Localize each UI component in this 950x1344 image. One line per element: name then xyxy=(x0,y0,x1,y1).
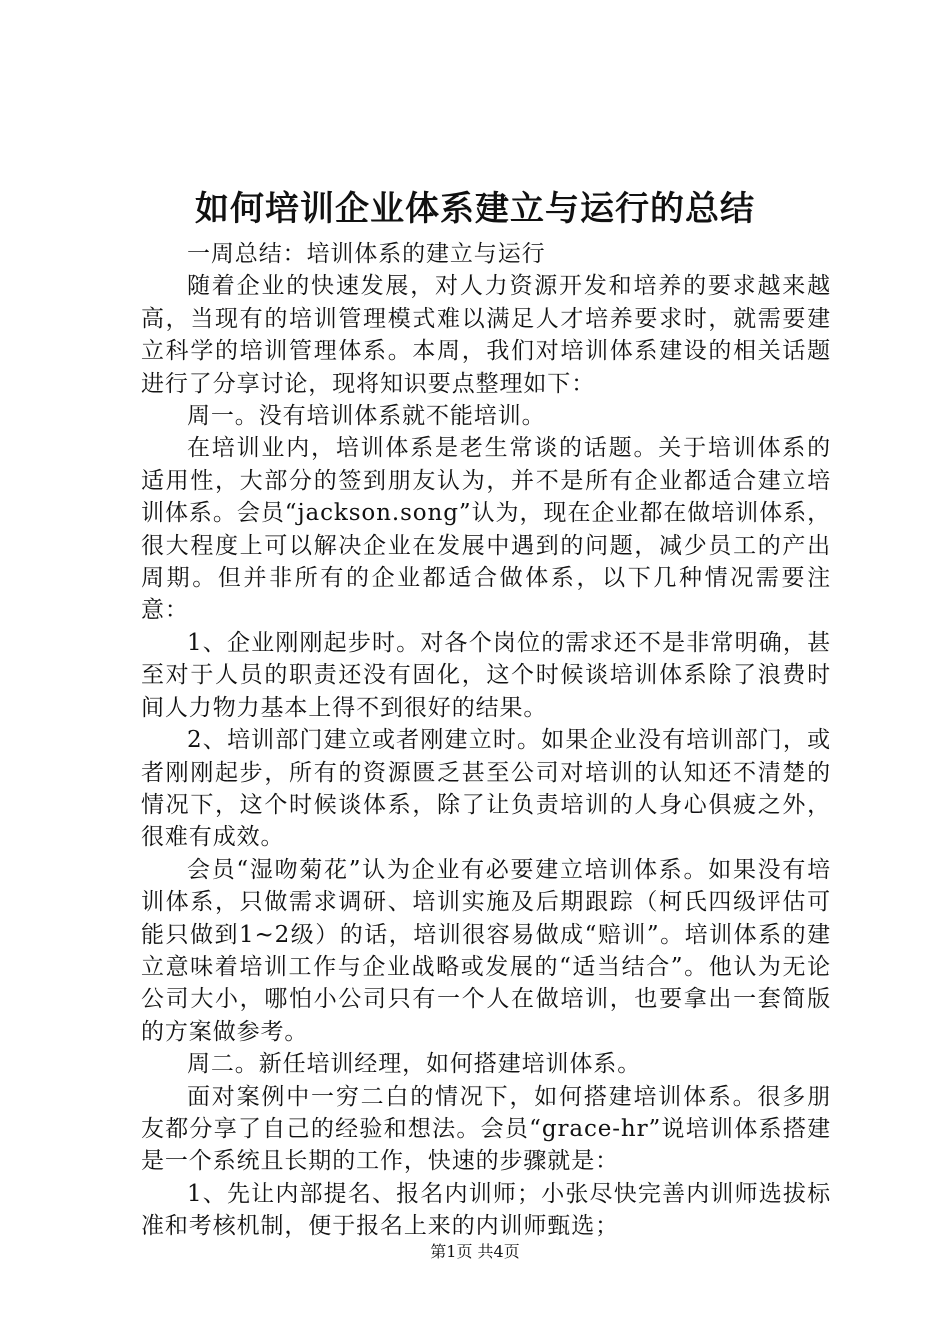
paragraph-monday-heading: 周一。没有培训体系就不能培训。 xyxy=(187,403,546,430)
document-body xyxy=(141,238,831,1243)
paragraph-monday-discussion: 在培训业内，培训体系是老生常谈的话题。关于培训体系的适用性，大部分的签到朋友认为，并不是所有企业都适合建立培训体系。会员“jackson.song”认为，现在企业都在做培训体系，很大程度上可以解决企业在发展中遇到的问题，减少员工的产出周期。但并非所有的企业都适合做体系，以下几种情况需要注意： xyxy=(141,435,831,624)
paragraph-point-2: 2、培训部门建立或者刚建立时。如果企业没有培训部门，或者刚刚起步，所有的资源匮乏甚至公司对培训的认知还不清楚的情况下，这个时候谈体系，除了让负责培训的人身心俱疲之外，很难有成效。 xyxy=(141,727,831,851)
paragraph-tuesday-heading: 周二。新任培训经理，如何搭建培训体系。 xyxy=(187,1051,642,1078)
paragraph-tuesday-discussion: 面对案例中一穷二白的情况下，如何搭建培训体系。很多朋友都分享了自己的经验和想法。会员“grace-hr”说培训体系搭建是一个系统且长期的工作，快速的步骤就是： xyxy=(141,1083,831,1175)
document-title: 如何培训企业体系建立与运行的总结 xyxy=(195,189,755,229)
paragraph-step-1: 1、先让内部提名、报名内训师；小张尽快完善内训师选拔标准和考核机制，便于报名上来的内训师甄选； xyxy=(141,1180,831,1240)
paragraph-summary-heading: 一周总结：培训体系的建立与运行 xyxy=(187,241,546,267)
page-number: 第1页 共4页 xyxy=(430,1242,520,1261)
paragraph-intro: 随着企业的快速发展，对人力资源开发和培养的要求越来越高，当现有的培训管理模式难以满足人才培养要求时，就需要建立科学的培训管理体系。本周，我们对培训体系建设的相关话题进行了分享讨论，现将知识要点整理如下： xyxy=(141,273,831,397)
paragraph-member-opinion: 会员“湿吻菊花”认为企业有必要建立培训体系。如果没有培训体系，只做需求调研、培训实施及后期跟踪（柯氏四级评估可能只做到1~2级）的话，培训很容易做成“赔训”。培训体系的建立意味着培训工作与企业战略或发展的“适当结合”。他认为无论公司大小，哪怕小公司只有一个人在做培训，也要拿出一套简版的方案做参考。 xyxy=(141,856,831,1045)
paragraph-point-1: 1、企业刚刚起步时。对各个岗位的需求还不是非常明确，甚至对于人员的职责还没有固化，这个时候谈培训体系除了浪费时间人力物力基本上得不到很好的结果。 xyxy=(141,629,831,721)
